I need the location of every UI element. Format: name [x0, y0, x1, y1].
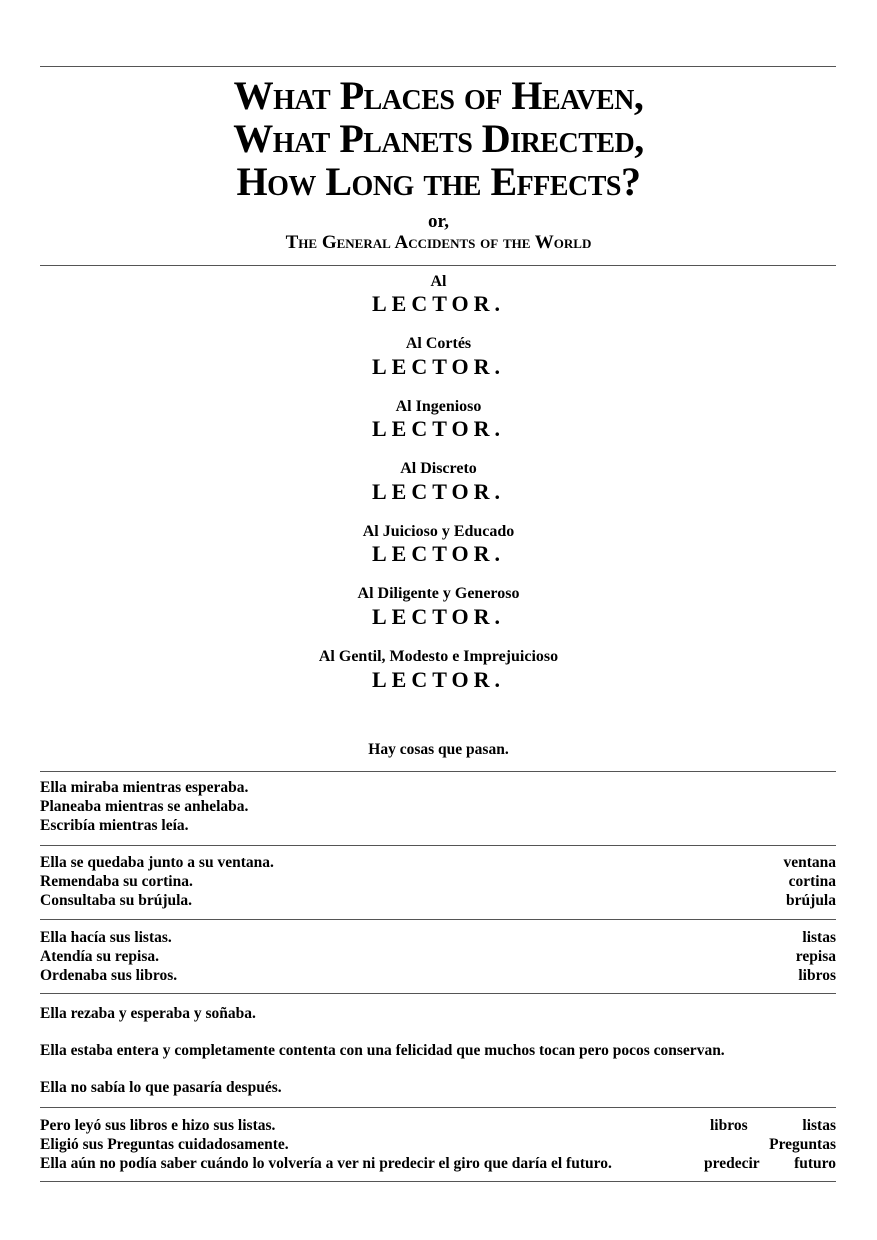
- dedication-to: Al Juicioso y Educado: [362, 523, 515, 540]
- section-rule: [40, 993, 836, 994]
- section-rule: [40, 771, 836, 772]
- stanza3-line: Ordenaba sus libros.: [40, 967, 178, 984]
- dedication-to: Al Ingenioso: [395, 398, 482, 415]
- paragraph: Ella no sabía lo que pasaría después.: [40, 1079, 282, 1096]
- title-line-3: How Long the Effects?: [236, 159, 641, 204]
- stanza3-note: listas: [802, 929, 836, 946]
- stanza4-mid-note: predecir: [704, 1155, 760, 1172]
- stanza4-note: listas: [802, 1117, 836, 1134]
- stanza4-line: Ella aún no podía saber cuándo lo volvería a ver ni predecir el giro que daría el futuro.: [40, 1155, 612, 1172]
- title-line-2: What Planets Directed,: [233, 116, 644, 161]
- dedication-lector: LECTOR.: [371, 604, 505, 629]
- stanza2-note: brújula: [786, 892, 836, 909]
- section-rule: [40, 1107, 836, 1108]
- stanza4-line: Pero leyó sus libros e hizo sus listas.: [40, 1117, 276, 1134]
- stanza1-line: Ella miraba mientras esperaba.: [40, 779, 249, 796]
- dedication-lector: LECTOR.: [371, 479, 505, 504]
- dedication-lector: LECTOR.: [371, 541, 505, 566]
- section-rule: [40, 919, 836, 920]
- dedication-to: Al Discreto: [400, 460, 477, 477]
- title-rule: [40, 265, 836, 266]
- dedication-to: Al: [430, 273, 447, 290]
- stanza4-line: Eligió sus Preguntas cuidadosamente.: [40, 1136, 289, 1153]
- stanza1-line: Escribía mientras leía.: [40, 817, 189, 834]
- section-rule: [40, 845, 836, 846]
- dedication-to: Al Diligente y Generoso: [357, 585, 520, 602]
- top-rule: [40, 66, 836, 67]
- paragraph: Ella rezaba y esperaba y soñaba.: [40, 1005, 256, 1022]
- paragraph: Ella estaba entera y completamente contenta con una felicidad que muchos tocan pero pocos conservan.: [40, 1042, 725, 1059]
- dedication-lector: LECTOR.: [371, 354, 505, 379]
- stanza2-note: ventana: [783, 854, 836, 871]
- stanza3-note: libros: [798, 967, 836, 984]
- dedication-lector: LECTOR.: [371, 667, 505, 692]
- stanza2-note: cortina: [788, 873, 836, 890]
- dedication-to: Al Cortés: [405, 335, 472, 352]
- stanza1-line: Planeaba mientras se anhelaba.: [40, 798, 249, 815]
- dedication-lector: LECTOR.: [371, 291, 505, 316]
- dedication-lector: LECTOR.: [371, 416, 505, 441]
- stanza3-note: repisa: [795, 948, 836, 965]
- intro-line: Hay cosas que pasan.: [368, 741, 509, 758]
- stanza2-line: Ella se quedaba junto a su ventana.: [40, 854, 274, 871]
- stanza4-mid-note: libros: [710, 1117, 748, 1134]
- subtitle: The General Accidents of the World: [285, 232, 592, 253]
- dedication-to: Al Gentil, Modesto e Imprejuicioso: [318, 648, 559, 665]
- title-line-1: What Places of Heaven,: [233, 73, 644, 118]
- or-connector: or,: [428, 211, 449, 232]
- stanza3-line: Atendía su repisa.: [40, 948, 159, 965]
- stanza4-note: futuro: [794, 1155, 836, 1172]
- bottom-rule: [40, 1181, 836, 1182]
- stanza3-line: Ella hacía sus listas.: [40, 929, 172, 946]
- stanza2-line: Consultaba su brújula.: [40, 892, 193, 909]
- stanza2-line: Remendaba su cortina.: [40, 873, 193, 890]
- stanza4-note: Preguntas: [769, 1136, 836, 1153]
